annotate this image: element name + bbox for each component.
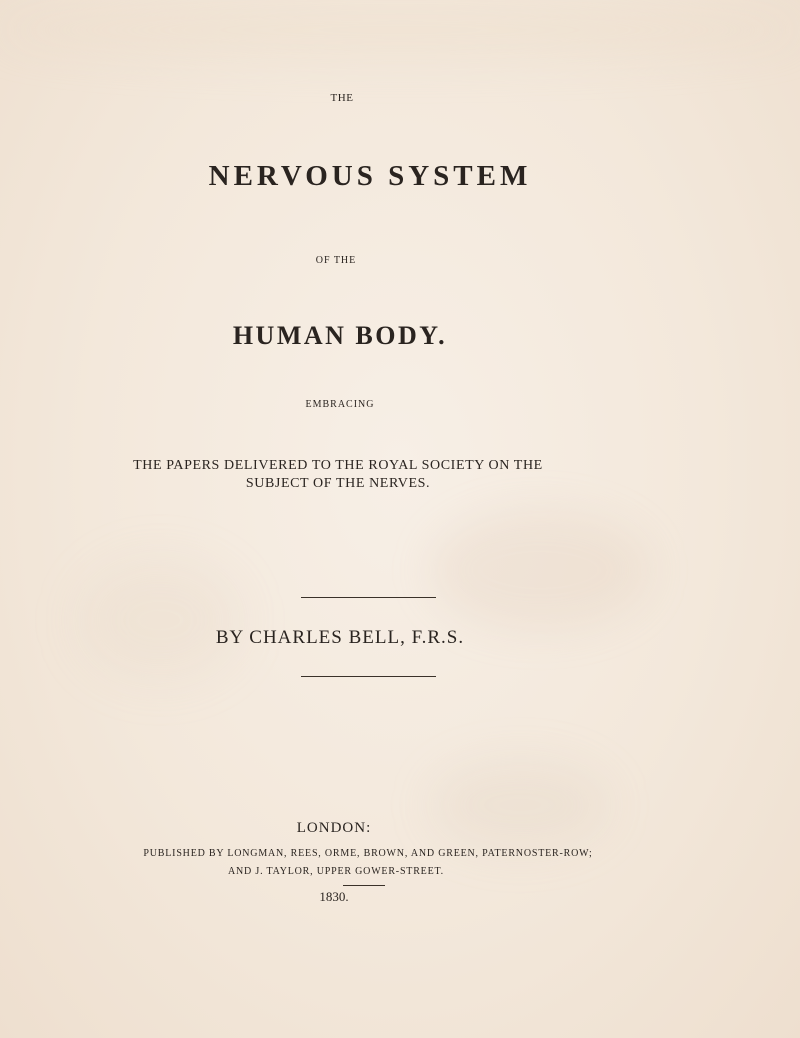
embracing-label: EMBRACING [305, 399, 375, 410]
title-article: THE [330, 92, 354, 104]
paper-stain [80, 560, 240, 680]
description [0, 457, 738, 493]
paper-stain [0, 0, 800, 60]
imprint-city: LONDON: [296, 820, 372, 836]
imprint-publisher-line-1: PUBLISHED BY LONGMAN, REES, ORME, BROWN, AND GREEN, PATERNOSTER-ROW; [143, 848, 593, 859]
imprint-publisher-line-2: AND J. TAYLOR, UPPER GOWER-STREET. [228, 866, 444, 877]
author-line: BY CHARLES BELL, F.R.S. [215, 627, 465, 648]
imprint-rule [343, 885, 385, 886]
paper-stain [430, 510, 650, 630]
title-connector: OF THE [315, 255, 357, 266]
description-line-1: THE PAPERS DELIVERED TO THE ROYAL SOCIETY ON THE [133, 458, 543, 473]
divider-rule [301, 597, 436, 598]
description-line-2: SUBJECT OF THE NERVES. [245, 476, 431, 491]
book-title: NERVOUS SYSTEM [208, 160, 532, 192]
book-subtitle: HUMAN BODY. [232, 321, 448, 350]
imprint-year: 1830. [319, 889, 349, 904]
divider-rule [301, 676, 436, 677]
